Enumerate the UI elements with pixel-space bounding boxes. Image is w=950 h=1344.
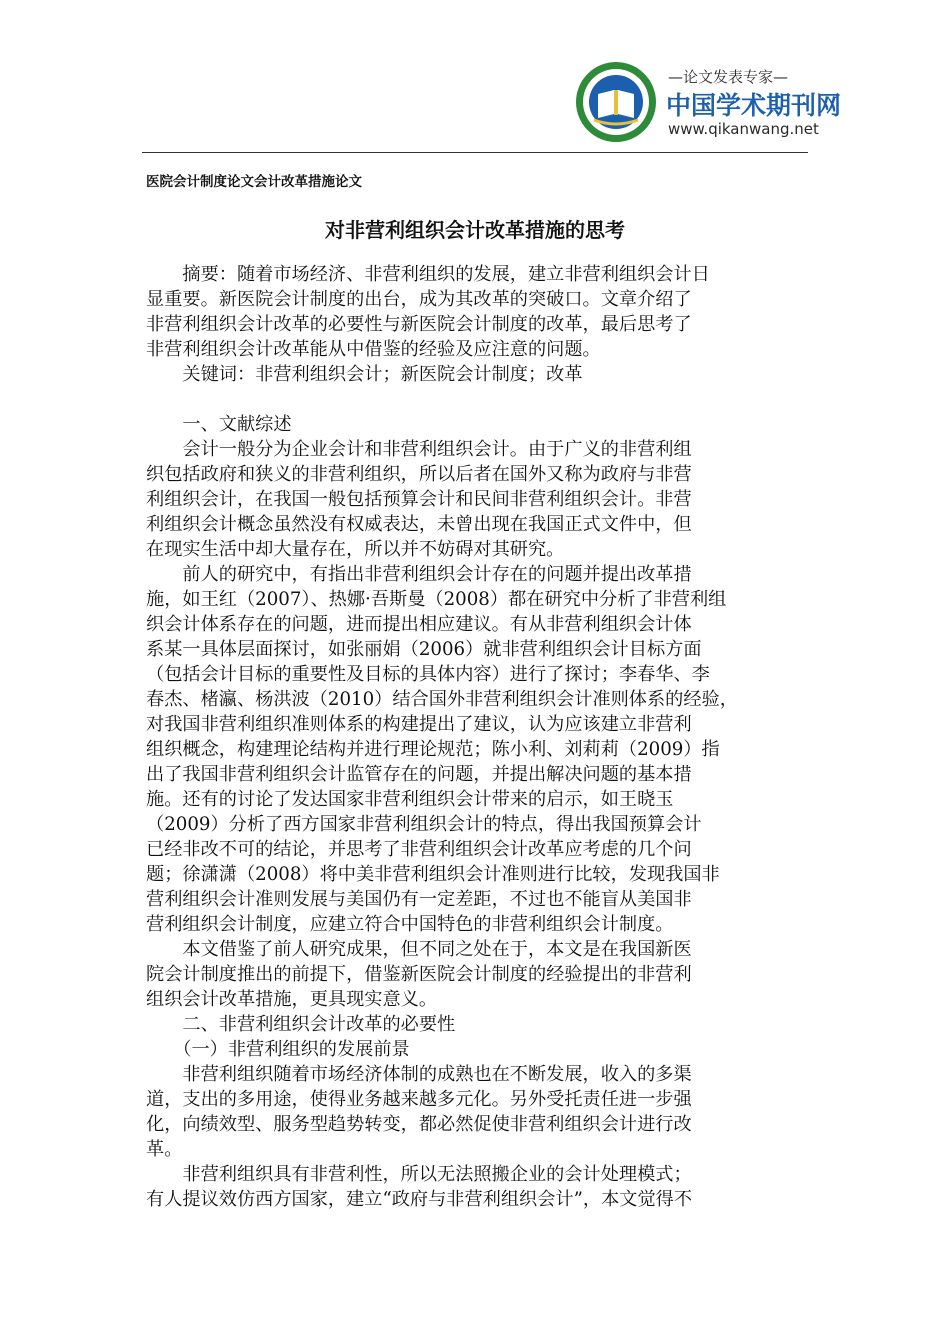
book-emblem-icon bbox=[574, 60, 658, 144]
logo-name: 中国学术期刊网 bbox=[666, 91, 842, 120]
body-line bbox=[146, 387, 810, 412]
body-line: （包括会计目标的重要性及目标的具体内容）进行了探讨；李春华、李 bbox=[146, 664, 710, 685]
body-line: 组织会计改革措施，更具现实意义。 bbox=[146, 989, 438, 1010]
body-line: 本文借鉴了前人研究成果，但不同之处在于，本文是在我国新医 bbox=[146, 939, 692, 960]
body-line: 一、文献综述 bbox=[146, 414, 292, 435]
logo-url[interactable]: www.qikanwang.net bbox=[668, 120, 819, 138]
body-line: 利组织会计概念虽然没有权威表达，未曾出现在我国正式文件中，但 bbox=[146, 514, 692, 535]
article-body bbox=[146, 262, 810, 1212]
body-line: 已经非改不可的结论，并思考了非营利组织会计改革应考虑的几个问 bbox=[146, 839, 692, 860]
body-line: 非营利组织随着市场经济体制的成熟也在不断发展，收入的多渠 bbox=[146, 1064, 692, 1085]
body-line: 施，如王红（2007）、热娜·吾斯曼（2008）都在研究中分析了非营利组 bbox=[146, 589, 727, 610]
body-line: 系某一具体层面探讨，如张丽娟（2006）就非营利组织会计目标方面 bbox=[146, 639, 702, 660]
category-breadcrumb: 医院会计制度论文会计改革措施论文 bbox=[146, 174, 362, 190]
body-line: 非营利组织会计改革能从中借鉴的经验及应注意的问题。 bbox=[146, 339, 601, 360]
body-line: 化，向绩效型、服务型趋势转变，都必然促使非营利组织会计进行改 bbox=[146, 1114, 692, 1135]
body-line: 织包括政府和狭义的非营利组织，所以后者在国外又称为政府与非营 bbox=[146, 464, 692, 485]
article-title: 对非营利组织会计改革措施的思考 bbox=[325, 218, 625, 242]
body-line: 院会计制度推出的前提下，借鉴新医院会计制度的经验提出的非营利 bbox=[146, 964, 692, 985]
body-line: 营利组织会计准则发展与美国仍有一定差距，不过也不能盲从美国非 bbox=[146, 889, 692, 910]
body-line: 题；徐潇潇（2008）将中美非营利组织会计准则进行比较，发现我国非 bbox=[146, 864, 720, 885]
body-line: 利组织会计，在我国一般包括预算会计和民间非营利组织会计。非营 bbox=[146, 489, 692, 510]
body-line: 非营利组织具有非营利性，所以无法照搬企业的会计处理模式； bbox=[146, 1164, 692, 1185]
body-line: 有人提议效仿西方国家，建立“政府与非营利组织会计”，本文觉得不 bbox=[146, 1189, 693, 1210]
body-line: 营利组织会计制度，应建立符合中国特色的非营利组织会计制度。 bbox=[146, 914, 674, 935]
body-line: 关键词：非营利组织会计；新医院会计制度；改革 bbox=[146, 364, 583, 385]
body-line: 在现实生活中却大量存在，所以并不妨碍对其研究。 bbox=[146, 539, 565, 560]
body-line: 前人的研究中，有指出非营利组织会计存在的问题并提出改革措 bbox=[146, 564, 692, 585]
body-line: 显重要。新医院会计制度的出台，成为其改革的突破口。文章介绍了 bbox=[146, 289, 692, 310]
body-line: 春杰、楮瀛、杨洪波（2010）结合国外非营利组织会计准则体系的经验， bbox=[146, 689, 738, 710]
body-line: 道，支出的多用途，使得业务越来越多元化。另外受托责任进一步强 bbox=[146, 1089, 692, 1110]
logo-tagline: —论文发表专家— bbox=[668, 68, 789, 86]
body-line: 二、非营利组织会计改革的必要性 bbox=[146, 1014, 456, 1035]
body-line: （一）非营利组织的发展前景 bbox=[146, 1039, 410, 1060]
body-line: 组织概念，构建理论结构并进行理论规范；陈小利、刘莉莉（2009）指 bbox=[146, 739, 720, 760]
body-line: 革。 bbox=[146, 1139, 183, 1160]
body-line: （2009）分析了西方国家非营利组织会计的特点，得出我国预算会计 bbox=[146, 814, 702, 835]
body-line: 施。还有的讨论了发达国家非营利组织会计带来的启示，如王晓玉 bbox=[146, 789, 674, 810]
site-logo[interactable] bbox=[574, 60, 842, 150]
body-line: 非营利组织会计改革的必要性与新医院会计制度的改革，最后思考了 bbox=[146, 314, 692, 335]
body-line: 会计一般分为企业会计和非营利组织会计。由于广义的非营利组 bbox=[146, 439, 692, 460]
body-line: 出了我国非营利组织会计监管存在的问题，并提出解决问题的基本措 bbox=[146, 764, 692, 785]
body-line: 摘要：随着市场经济、非营利组织的发展，建立非营利组织会计日 bbox=[146, 264, 710, 285]
body-line: 织会计体系存在的问题，进而提出相应建议。有从非营利组织会计体 bbox=[146, 614, 692, 635]
body-line: 对我国非营利组织准则体系的构建提出了建议，认为应该建立非营利 bbox=[146, 714, 692, 735]
header-divider bbox=[142, 152, 808, 153]
